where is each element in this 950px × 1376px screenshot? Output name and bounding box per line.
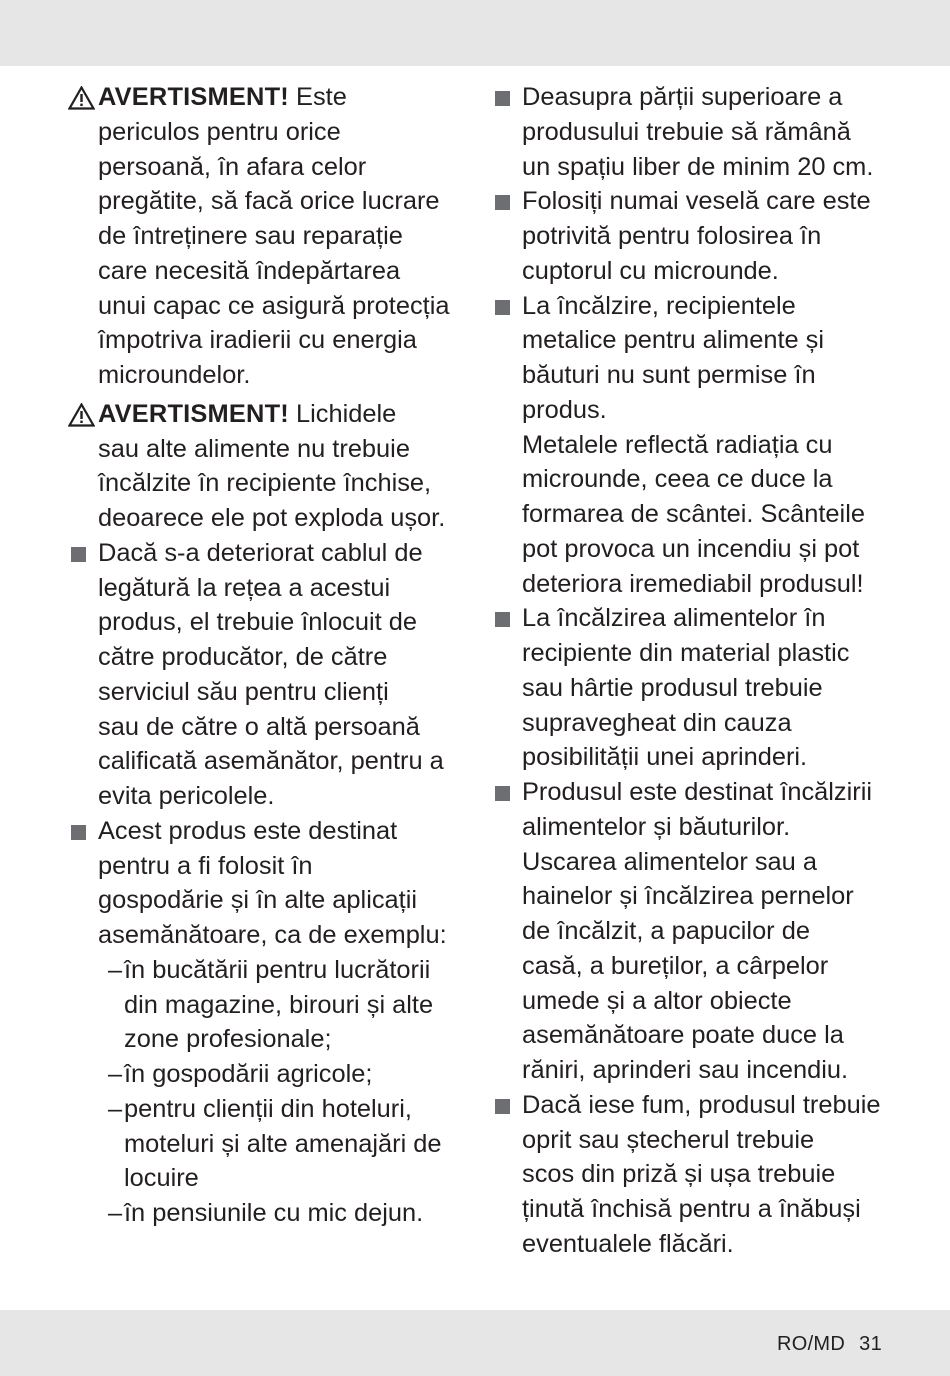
text-line: din magazine, birouri și alte — [124, 990, 434, 1019]
text-line: încălzite în recipiente închise, — [98, 469, 432, 498]
sub-list-item — [98, 1057, 468, 1092]
square-bullet-icon — [495, 91, 510, 106]
text-line: răniri, aprinderi sau incendiu. — [522, 1056, 849, 1084]
text-line: microundelor. — [98, 361, 251, 389]
square-bullet-icon — [71, 547, 86, 562]
text-line: posibilității unei aprinderi. — [522, 743, 808, 772]
text-line: potrivită pentru folosirea în — [522, 222, 822, 250]
text-line: calificată asemănător, pentru a — [98, 747, 444, 776]
text-line: produsului trebuie să rămână — [522, 117, 851, 146]
text-line: La încălzirea alimentelor în — [522, 604, 826, 633]
bullet-item — [492, 1088, 892, 1262]
warning-label: AVERTISMENT! — [98, 399, 289, 428]
text-line: cuptorul cu microunde. — [522, 256, 779, 285]
text-line: persoană, în afara celor — [98, 152, 367, 181]
square-bullet-icon — [71, 825, 86, 840]
text-line: zone profesionale; — [124, 1025, 332, 1054]
text-line: Dacă iese fum, produsul trebuie — [522, 1090, 881, 1119]
text-line: recipiente din material plastic — [522, 639, 850, 667]
text-line: asemănătoare poate duce la — [522, 1021, 844, 1050]
bullet-item — [492, 601, 892, 775]
text-line: deoarece ele pot exploda ușor. — [98, 504, 446, 532]
text-line: în bucătării pentru lucrătorii — [124, 955, 431, 984]
warning-label: AVERTISMENT! — [98, 83, 289, 111]
text-line: de întreținere sau reparație — [98, 222, 403, 250]
text-line: sau alte alimente nu trebuie — [98, 434, 410, 463]
text-line: Folosiți numai veselă care este — [522, 187, 871, 216]
text-line: supravegheat din cauza — [522, 708, 792, 737]
text-line: sau hârtie produsul trebuie — [522, 673, 823, 702]
text-line: asemănătoare, ca de exemplu: — [98, 921, 447, 949]
text-line: pregătite, să facă orice lucrare — [98, 187, 440, 216]
text-line: pentru a fi folosit în — [98, 851, 313, 880]
text-line: Lichidele — [288, 399, 397, 428]
text-line: sau de către o altă persoană — [98, 712, 420, 741]
warning-triangle-icon — [68, 403, 95, 427]
text-line: casă, a bureților, a cârpelor — [522, 951, 829, 980]
text-line: ținută închisă pentru a înăbuși — [522, 1195, 861, 1223]
dash-marker: – — [108, 1060, 123, 1088]
text-line: eventualele flăcări. — [522, 1229, 734, 1258]
text-line: Uscarea alimentelor sau a — [522, 847, 817, 876]
text-line: băuturi nu sunt permise în — [522, 361, 816, 389]
text-line: în pensiunile cu mic dejun. — [124, 1199, 424, 1227]
text-line: unui capac ce asigură protecția — [98, 291, 450, 320]
warning-triangle-icon — [68, 86, 95, 110]
text-line: legătură la rețea a acestui — [98, 573, 391, 602]
text-line: produs, el trebuie înlocuit de — [98, 608, 417, 637]
text-line: pentru clienții din hoteluri, — [124, 1094, 412, 1123]
bullet-item — [68, 536, 468, 814]
text-line: evita pericolele. — [98, 782, 275, 810]
sub-list-item — [98, 1092, 468, 1196]
text-line: Produsul este destinat încălzirii — [522, 778, 873, 806]
locale-label: RO/MD — [776, 1333, 846, 1355]
square-bullet-icon — [495, 300, 510, 315]
text-line: scos din priză și ușa trebuie — [522, 1160, 836, 1189]
warning-paragraph-2 — [68, 397, 468, 536]
dash-marker: – — [108, 955, 123, 984]
text-line: serviciul său pentru clienți — [98, 677, 389, 706]
text-line: gospodărie și în alte aplicații — [98, 886, 417, 915]
square-bullet-icon — [495, 195, 510, 210]
text-line: oprit sau ștecherul trebuie — [522, 1125, 815, 1154]
text-line: în gospodării agricole; — [124, 1060, 373, 1088]
text-line: metalice pentru alimente și — [522, 326, 825, 355]
text-line: hainelor și încălzirea pernelor — [522, 882, 854, 911]
text-line: Este — [288, 83, 347, 111]
text-line: microunde, ceea ce duce la — [522, 465, 833, 494]
dash-marker: – — [108, 1199, 123, 1227]
text-line: alimentelor și băuturilor. — [522, 812, 791, 841]
sub-list-item — [98, 953, 468, 1057]
warning-paragraph-1 — [68, 80, 468, 393]
text-line: Deasupra părții superioare a — [522, 83, 843, 111]
dash-marker: – — [108, 1094, 123, 1123]
bullet-item — [68, 814, 468, 1231]
text-line: periculos pentru orice — [98, 117, 341, 146]
text-line: moteluri și alte amenajări de — [124, 1129, 442, 1158]
sub-list-item — [98, 1196, 468, 1231]
text-line: care necesită îndepărtarea — [98, 256, 401, 285]
text-line: umede și a altor obiecte — [522, 986, 792, 1015]
text-line: Acest produs este destinat — [98, 816, 398, 845]
text-line: formarea de scântei. Scânteile — [522, 500, 865, 528]
text-line: de încălzit, a papucilor de — [522, 917, 810, 945]
text-line: Metalele reflectă radiația cu — [522, 430, 833, 459]
bullet-item — [492, 184, 892, 288]
bullet-item — [492, 289, 892, 602]
bullet-item — [492, 775, 892, 1088]
text-line: pot provoca un incendiu și pot — [522, 534, 860, 563]
text-line: împotriva iradierii cu energia — [98, 326, 417, 355]
left-column — [68, 80, 468, 1231]
text-line: Dacă s-a deteriorat cablul de — [98, 538, 423, 567]
bullet-item — [492, 80, 892, 184]
text-line: către producător, de către — [98, 643, 388, 671]
page-number: 31 — [859, 1333, 882, 1355]
page-footer — [777, 1332, 882, 1356]
text-line: locuire — [124, 1164, 199, 1193]
text-line: deteriora iremediabil produsul! — [522, 569, 864, 598]
top-band — [0, 0, 950, 66]
text-line: produs. — [522, 395, 607, 424]
text-line: un spațiu liber de minim 20 cm. — [522, 152, 874, 181]
square-bullet-icon — [495, 612, 510, 627]
text-line: La încălzire, recipientele — [522, 291, 796, 320]
right-column — [492, 80, 892, 1262]
square-bullet-icon — [495, 1099, 510, 1114]
square-bullet-icon — [495, 786, 510, 801]
